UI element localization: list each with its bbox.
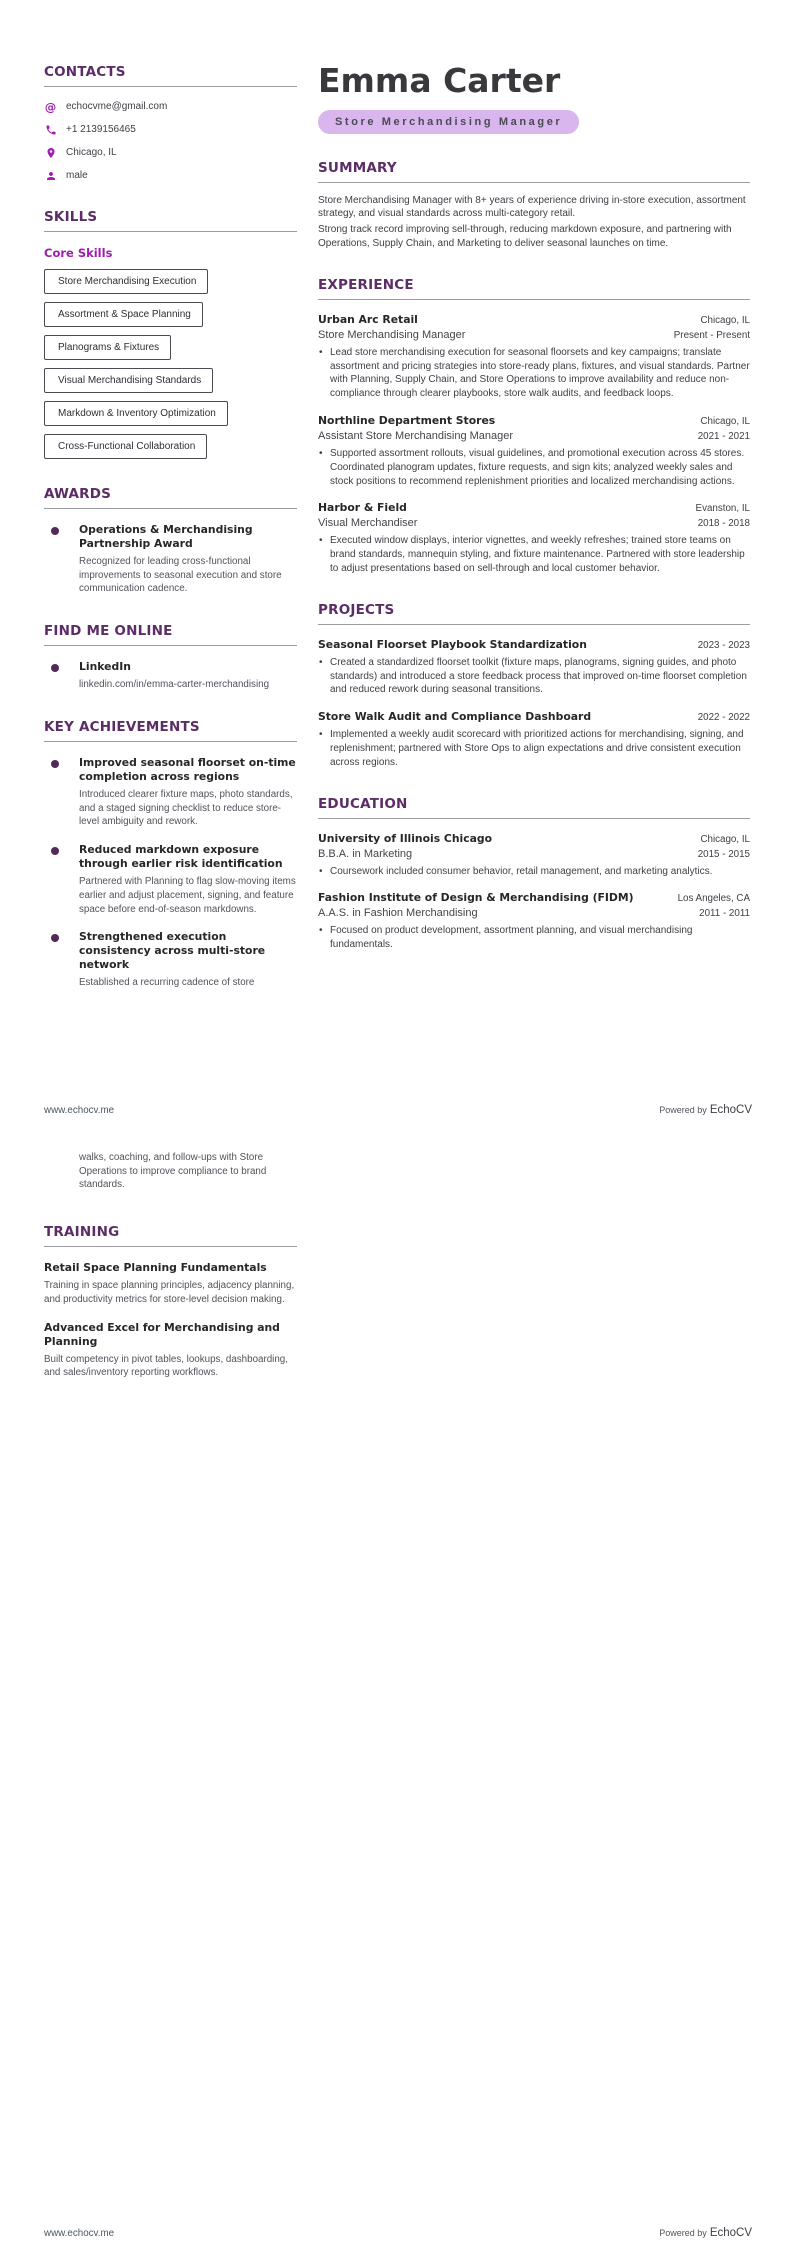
page-footer (44, 1104, 752, 1116)
main-column (318, 61, 750, 1017)
key-achievements-heading: KEY ACHIEVEMENTS (44, 718, 200, 735)
projects-heading: PROJECTS (318, 601, 395, 618)
school-location: Chicago, IL (700, 833, 750, 845)
awards-heading: AWARDS (44, 486, 112, 502)
project-dates: 2022 - 2022 (697, 712, 750, 724)
email-icon: @ (44, 99, 57, 114)
achievement-description: Established a recurring cadence of store (79, 977, 255, 989)
skill-chip: Visual Merchandising Standards (44, 368, 213, 393)
degree: B.B.A. in Marketing (318, 847, 413, 860)
divider (44, 741, 297, 742)
contacts-section (44, 64, 297, 182)
skill-chip: Store Merchandising Execution (44, 269, 208, 294)
achievement-title: Reduced markdown exposure through earlier risk identification (79, 843, 283, 871)
projects-section (318, 602, 750, 770)
location-icon (44, 146, 57, 159)
divider (44, 645, 297, 646)
achievement-item (44, 756, 297, 829)
project-title: Store Walk Audit and Compliance Dashboard (318, 710, 592, 724)
contact-gender-value: male (66, 170, 88, 181)
school-name: University of Illinois Chicago (318, 831, 493, 845)
summary-paragraph: Store Merchandising Manager with 8+ years of experience driving in-store execution, assortment strategy, and visual standards across multi-category retail. (318, 194, 746, 220)
skill-chip: Assortment & Space Planning (44, 302, 203, 327)
company-name: Harbor & Field (318, 501, 407, 515)
school-location: Los Angeles, CA (677, 893, 750, 905)
project-title: Seasonal Floorset Playbook Standardization (318, 637, 587, 651)
contact-email-row (44, 100, 297, 113)
key-achievements-section (44, 719, 297, 990)
powered-by (659, 2227, 752, 2239)
training-description: Built competency in pivot tables, lookups, dashboarding, and sales/inventory reporting workflows. (44, 1353, 288, 1379)
contact-gender-row (44, 169, 297, 182)
project-entry (318, 638, 750, 697)
training-item (44, 1321, 297, 1380)
school-name: Fashion Institute of Design & Merchandising (FIDM) (318, 891, 634, 905)
bullet-dot (51, 934, 59, 942)
project-bullet: • Implemented a weekly audit scorecard with prioritized actions for merchandising, signing, and replenishment; partnered with Store Ops to align expectations and drive consistent execution across regions. (318, 728, 750, 769)
job-role: Visual Merchandiser (318, 517, 418, 530)
award-title: Operations & Merchandising Partnership Award (79, 523, 253, 551)
job-dates: 2021 - 2021 (697, 431, 750, 443)
project-dates: 2023 - 2023 (697, 639, 750, 651)
echocv-brand[interactable]: EchoCV (709, 2227, 752, 2239)
skill-chip: Cross-Functional Collaboration (44, 434, 207, 459)
summary-section (318, 160, 750, 251)
skills-group-label: Core Skills (44, 246, 113, 260)
summary-heading: SUMMARY (318, 159, 397, 176)
divider (44, 86, 297, 87)
job-role: Store Merchandising Manager (318, 328, 466, 341)
main-column-empty (318, 1151, 750, 1407)
footer-site-link[interactable]: www.echocv.me (44, 2228, 115, 2239)
candidate-name: Emma Carter (318, 61, 561, 100)
bullet-dot (51, 664, 59, 672)
find-me-online-heading: FIND ME ONLINE (44, 623, 173, 640)
powered-by-prefix: Powered by (659, 2228, 707, 2238)
achievement-item (44, 843, 297, 916)
degree: A.A.S. in Fashion Merchandising (318, 907, 478, 920)
training-section (44, 1224, 297, 1380)
bullet-dot (51, 847, 59, 855)
achievement-description-continued: walks, coaching, and follow-ups with Store Operations to improve compliance to brand standards. (79, 1152, 267, 1191)
education-dates: 2015 - 2015 (697, 848, 750, 860)
achievement-title: Strengthened execution consistency across multi-store network (79, 930, 266, 972)
training-item (44, 1261, 297, 1306)
job-dates: Present - Present (673, 329, 750, 341)
education-heading: EDUCATION (318, 795, 408, 812)
page-footer (44, 2227, 752, 2239)
divider (44, 1246, 297, 1247)
training-heading: TRAINING (44, 1224, 120, 1241)
education-entry (318, 832, 750, 879)
education-dates: 2011 - 2011 (699, 908, 750, 920)
experience-entry (318, 313, 750, 401)
contact-location-row (44, 146, 297, 159)
experience-entry (318, 414, 750, 488)
skill-chip: Planograms & Fixtures (44, 335, 171, 360)
job-role: Assistant Store Merchandising Manager (318, 430, 514, 443)
powered-by-prefix: Powered by (659, 1105, 707, 1115)
bullet-dot (51, 760, 59, 768)
education-entry (318, 891, 750, 952)
experience-section (318, 277, 750, 576)
sidebar (44, 64, 297, 1017)
contact-list (44, 100, 297, 182)
contact-email-value[interactable]: echocvme@gmail.com (66, 101, 168, 112)
experience-heading: EXPERIENCE (318, 276, 414, 293)
achievement-description: Partnered with Planning to flag slow-moving items earlier and adjust placement, signing, and feature space before end-of-season markdowns. (79, 876, 296, 915)
project-entry (318, 710, 750, 769)
training-title: Advanced Excel for Merchandising and Planning (44, 1320, 280, 1348)
training-description: Training in space planning principles, adjacency planning, and productivity metrics for store-level decision making. (44, 1280, 295, 1305)
job-bullet: • Supported assortment rollouts, visual guidelines, and promotional execution across 45 stores. Coordinated planogram updates, fixture requests, and sign kits; analyzed weekly sales and stock positions to recommend replenishment priorities and localized merchandising actions. (318, 447, 750, 488)
contact-phone-value: +1 2139156465 (66, 124, 136, 135)
awards-section (44, 486, 297, 596)
award-item (44, 523, 297, 596)
echocv-brand[interactable]: EchoCV (709, 1104, 752, 1116)
phone-icon (44, 123, 57, 136)
divider (44, 231, 297, 232)
online-profile-name: LinkedIn (79, 660, 131, 674)
contact-phone-row (44, 123, 297, 136)
training-title: Retail Space Planning Fundamentals (44, 1261, 267, 1275)
award-description: Recognized for leading cross-functional improvements to seasonal execution and store communication cadence. (79, 556, 282, 595)
online-profile-url[interactable]: linkedin.com/in/emma-carter-merchandising (79, 679, 270, 691)
education-bullet: • Focused on product development, assortment planning, and visual merchandising fundamentals. (318, 924, 750, 952)
divider (318, 182, 750, 183)
job-bullet: • Executed window displays, interior vignettes, and weekly refreshes; trained store teams on brand standards, mannequin styling, and fixture maintenance. Partnered with store leadership to adjust presentations based on sell-through and local customer behavior. (318, 534, 750, 575)
find-me-online-section (44, 623, 297, 692)
online-profile-item (44, 660, 297, 692)
job-title-badge: Store Merchandising Manager (318, 110, 579, 134)
achievement-description: Introduced clearer fixture maps, photo standards, and a staged signing checklist to reduce store-level ambiguity and rework. (79, 788, 293, 828)
resume-page-2 (0, 1123, 794, 2246)
divider (318, 818, 750, 819)
bullet-dot (51, 527, 59, 535)
summary-paragraph: Strong track record improving sell-through, reducing markdown exposure, and partnering with Operations, Supply Chain, and Marketing to deliver seasonal launches on time. (318, 224, 732, 250)
contacts-heading: CONTACTS (44, 64, 126, 80)
achievement-title: Improved seasonal floorset on-time completion across regions (79, 755, 296, 783)
project-bullet: • Created a standardized floorset toolkit (fixture maps, planograms, signing guides, and photo standards) and introduced a store feedback process that improved on-time floorset completion and reduced rework during seasonal transitions. (318, 656, 750, 697)
job-bullet: • Lead store merchandising execution for seasonal floorsets and key campaigns; translate assortment and pricing strategies into store-ready plans, fixtures, and visual standards. Partner with Planning, Supply Chain, and Store Operations to improve availability and reduce non-compliance through clearer playbooks, store walk audits, and feedback loops. (318, 346, 750, 401)
company-name: Urban Arc Retail (318, 312, 418, 326)
skills-heading: SKILLS (44, 209, 98, 225)
powered-by (659, 1104, 752, 1116)
divider (318, 299, 750, 300)
contact-location-value: Chicago, IL (66, 147, 117, 158)
job-dates: 2018 - 2018 (697, 518, 750, 530)
company-location: Chicago, IL (700, 314, 750, 326)
achievement-item (44, 930, 297, 990)
skills-section (44, 209, 297, 459)
sidebar-continued (44, 1151, 297, 1407)
divider (318, 624, 750, 625)
divider (44, 508, 297, 509)
company-location: Chicago, IL (700, 416, 750, 428)
company-name: Northline Department Stores (318, 414, 496, 428)
education-bullet: • Coursework included consumer behavior, retail management, and marketing analytics. (318, 865, 750, 879)
skill-chip: Markdown & Inventory Optimization (44, 401, 228, 426)
education-section (318, 796, 750, 952)
footer-site-link[interactable]: www.echocv.me (44, 1105, 115, 1116)
person-icon (44, 169, 57, 182)
experience-entry (318, 501, 750, 575)
company-location: Evanston, IL (695, 503, 750, 515)
